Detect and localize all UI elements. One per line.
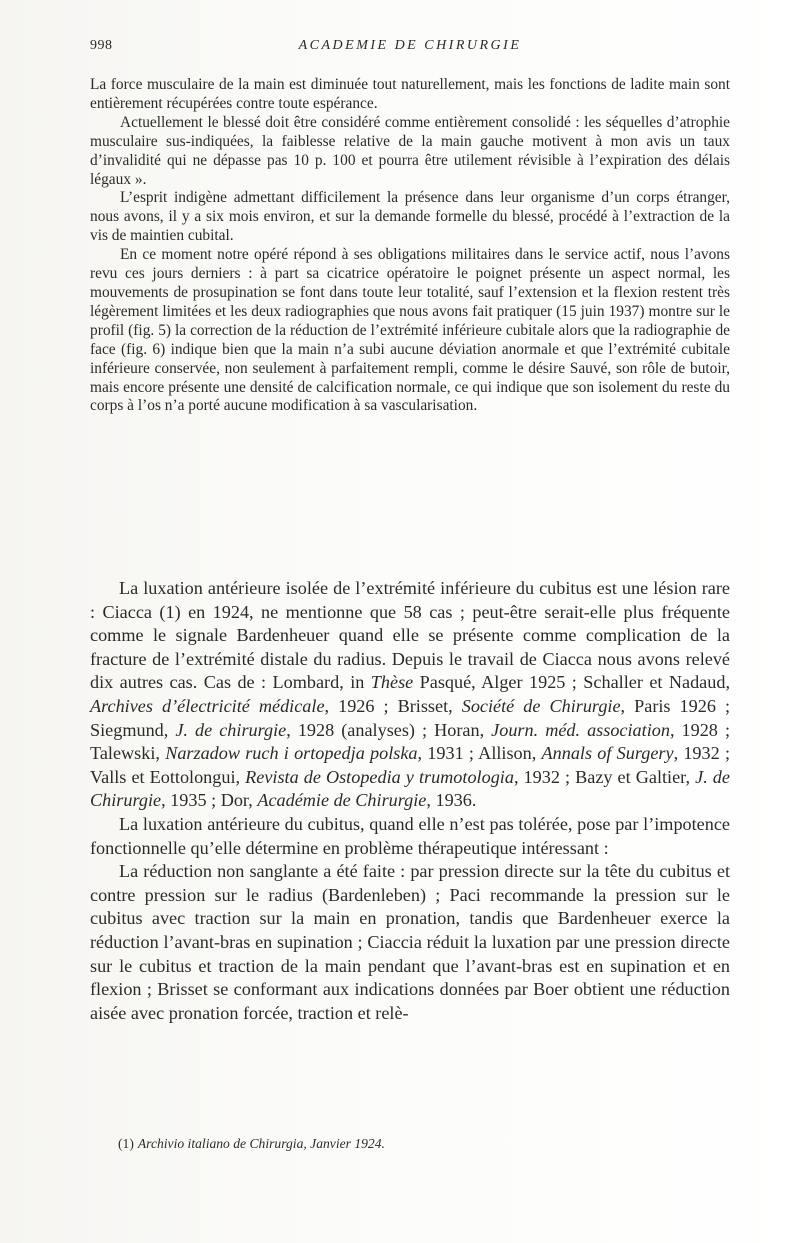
citation-italic: Narzadow ruch i ortopedja polska [165,743,418,764]
text-run: , 1928 ; Talewski, [90,719,730,764]
footnote-text: Archivio italiano de Chirurgia, Janvier 1924. [137,1136,385,1151]
text-run: , 1932 ; Bazy et Galtier, [513,766,696,787]
citation-italic: Journ. méd. association [491,719,670,740]
footnote-mark: (1) [118,1136,134,1151]
text-run: , 1935 ; Dor, [161,790,258,811]
paragraph-luxation-anterieure [90,577,730,813]
text-run: Pasqué, Alger 1925 ; Schaller et Nadaud, [413,672,730,693]
citation-italic: J. de chirurgie [175,719,287,740]
citation-italic: Société de Chirurgie [461,695,621,716]
citation-italic: Annals of Surgery [541,743,674,764]
citation-italic: Archives d’électricité médicale [90,695,325,716]
text-run: , 1936. [426,790,477,811]
text-run: , 1932 ; Valls et Eottolongui, [90,743,730,787]
paragraph-reduction: La réduction non sanglante a été faite : par pression directe sur la tête du cubitus et contre pression sur le radius (Bardenleben) ; Paci recommande la pression sur le cubitus avec traction sur la main en pronation, tandis que Bardenheuer exerce la réduction l’avant-bras en supination ; Ciaccia réduit la luxation par une pression directe sur le cubitus et traction de la main pendant que l’avant-bras est en supination et en flexion ; Brisset se conformant aux indications données par Boer obtient une réduction aisée avec pronation forcée, traction et relè- [90,861,730,1023]
text-run: , 1926 ; Brisset, [324,695,462,716]
paragraph-impotence: La luxation antérieure du cubitus, quand elle n’est pas tolérée, pose par l’impotence fonctionnelle qu’elle détermine en problème thérapeutique intéressant : [90,813,730,858]
small-print-section [90,76,730,416]
citation-italic: Académie de Chirurgie [257,790,427,811]
paragraph-extraction-vis: L’esprit indigène admettant difficilement la présence dans leur organisme d’un corps étranger, nous avons, il y a six mois environ, et sur la demande formelle du blessé, procédé à l’extraction de la vis de maintien cubital. [90,189,730,245]
text-run: La luxation antérieure isolée de l’extrémité inférieure du cubitus est une lésion rare : Ciacca (1) en 1924, ne mentionne que 58 cas ; peut-être serait-elle plus fréquente comme le signale Bardenheuer quand elle se présente comme complication de la fracture de l’extrémité distale du radius. Depuis le travail de Ciacca nous avons relevé dix autres cas. Cas de : Lombard, in [90,578,730,693]
text-run: , 1928 (analyses) ; Horan, [286,719,492,740]
footnote [118,1136,718,1152]
paragraph-force-musculaire: La force musculaire de la main est diminuée tout naturellement, mais les fonctions de ladite main sont entièrement récupérées contre toute espérance. [90,76,730,112]
paragraph-consolidation: Actuellement le blessé doit être considéré comme entièrement consolidé : les séquelles d’atrophie musculaire sus-indiquées, la faiblesse relative de la main gauche motivent à mon avis un taux d’invalidité qui ne dépasse pas 10 p. 100 et pourra être utilement révisible à l’expiration des délais légaux ». [90,113,730,188]
page-number: 998 [90,38,113,53]
text-run: , Paris 1926 ; Siegmund, [90,695,730,740]
paragraph-radiographies: En ce moment notre opéré répond à ses obligations militaires dans le service actif, nous l’avons revu ces jours derniers : à part sa cicatrice opératoire le poignet présente un aspect normal, les mouvements de prosupination se font dans toute leur totalité, sauf l’extension et la flexion restent très légèrement limitées et les deux radiographies que nous avons fait pratiquer (15 juin 1937) montre sur le profil (fig. 5) la correction de la réduction de l’extrémité inférieure cubitale alors que la radiographie de face (fig. 6) indique bien que la main n’a subi aucune déviation anormale et que l’extrémité cubitale inférieure conservée, non seulement à parfaitement rempli, comme le désire Sauvé, son rôle de butoir, mais encore présente une densité de calcification normale, ce qui indique que son isolement du reste du corps à l’os n’a porté aucune modification à sa vascularisation. [90,246,730,415]
citation-italic: Revista de Ostopedia y trumotologia [245,766,514,787]
running-title: ACADEMIE DE CHIRURGIE [298,38,522,53]
page-header [90,38,730,60]
text-run: , 1931 ; Allison, [417,743,542,764]
citation-italic: Thèse [370,672,414,693]
citation-italic: J. de Chirurgie [90,766,730,811]
main-text-section [90,577,730,1025]
